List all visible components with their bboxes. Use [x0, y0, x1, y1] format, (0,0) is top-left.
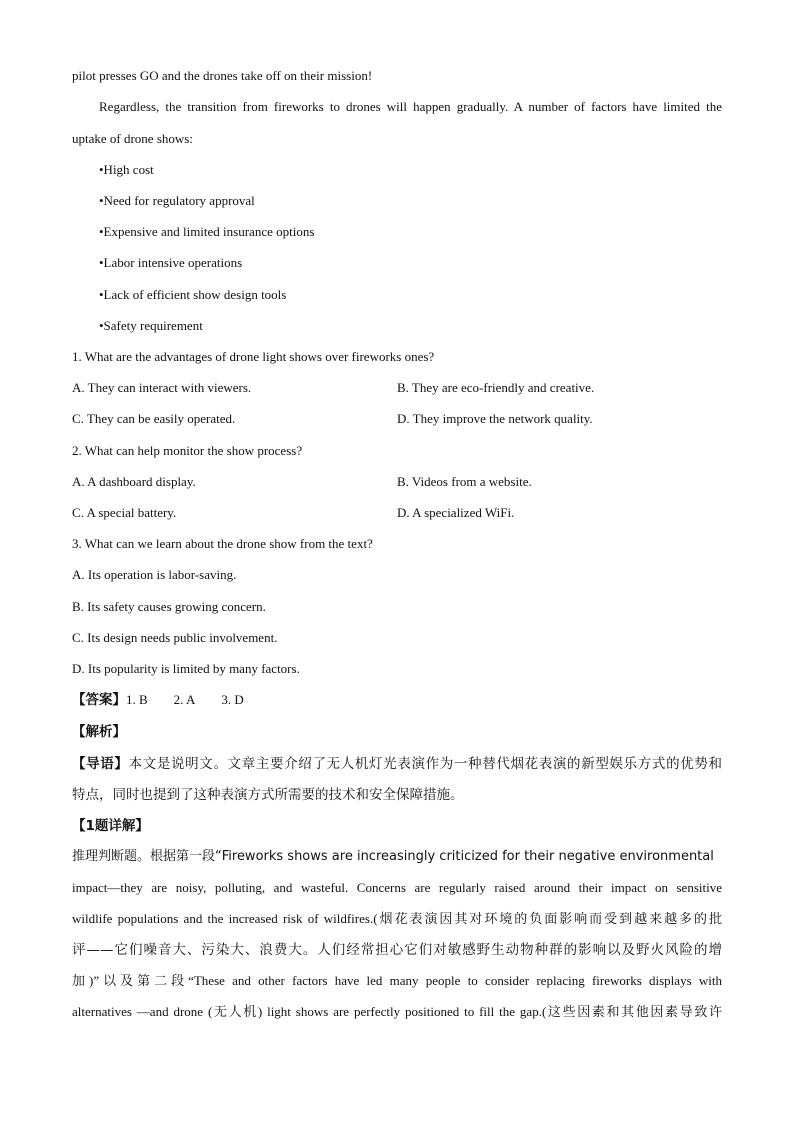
question-option: B. Its safety causes growing concern.: [72, 599, 266, 614]
question-option: A. They can interact with viewers.: [72, 380, 252, 395]
question-option: D. They improve the network quality.: [397, 411, 593, 426]
detail-line: 评——它们噪音大、污染大、浪费大。人们经常担心它们对敏感野生动物种群的影响以及野火风险的增: [72, 942, 722, 958]
question-option: C. A special battery.: [72, 505, 177, 520]
detail-line: alternatives —and drone (无人机) light shows are perfectly positioned to fill the gap.(这些因素和其他因素导致许: [72, 1004, 722, 1019]
guide-label: 【导语】: [72, 756, 129, 772]
detail-line: wildlife populations and the increased risk of wildfires.(烟花表演因其对环境的负面影响而受到越来越多的批: [72, 911, 722, 926]
detail-line: 加)”以及第二段“These and other factors have led many people to consider replacing fireworks displays with: [72, 973, 722, 988]
detail-line: impact—they are noisy, polluting, and wasteful. Concerns are regularly raised around their impact on sensitive: [72, 880, 722, 895]
question-option: A. Its operation is labor-saving.: [72, 567, 237, 582]
question-option: D. A specialized WiFi.: [397, 505, 515, 520]
passage-line: Regardless, the transition from fireworks to drones will happen gradually. A number of factors have limited the: [99, 99, 722, 114]
answer-item: 1. B: [126, 692, 148, 707]
detail-label: 【1题详解】: [72, 818, 149, 834]
question-stem: 1. What are the advantages of drone light shows over fireworks ones?: [72, 349, 435, 364]
question-option: C. They can be easily operated.: [72, 411, 236, 426]
question-option: B. Videos from a website.: [397, 474, 532, 489]
guide-text: 本文是说明文。文章主要介绍了无人机灯光表演作为一种替代烟花表演的新型娱乐方式的优势和: [128, 756, 722, 772]
passage-line: uptake of drone shows:: [72, 131, 193, 146]
bullet-item: •Need for regulatory approval: [99, 193, 255, 208]
question-stem: 2. What can help monitor the show process?: [72, 443, 303, 458]
answer-item: 3. D: [221, 692, 244, 707]
bullet-item: •Labor intensive operations: [99, 255, 243, 270]
bullet-item: •Expensive and limited insurance options: [99, 224, 315, 239]
question-option: C. Its design needs public involvement.: [72, 630, 278, 645]
guide-line: 特点，同时也提到了这种表演方式所需要的技术和安全保障措施。: [72, 787, 464, 803]
answer-item: 2. A: [173, 692, 196, 707]
question-option: A. A dashboard display.: [72, 474, 196, 489]
question-stem: 3. What can we learn about the drone show from the text?: [72, 536, 373, 551]
analysis-label: 【解析】: [72, 724, 126, 740]
guide-line: [72, 756, 722, 772]
bullet-item: •Lack of efficient show design tools: [99, 287, 287, 302]
question-option: B. They are eco-friendly and creative.: [397, 380, 595, 395]
question-option: D. Its popularity is limited by many factors.: [72, 661, 300, 676]
answer-label: 【答案】: [72, 692, 126, 708]
detail-line: 推理判断题。根据第一段“Fireworks shows are increasingly criticized for their negative environmental: [72, 849, 714, 864]
passage-line: pilot presses GO and the drones take off on their mission!: [72, 68, 373, 83]
bullet-item: •Safety requirement: [99, 318, 203, 333]
answer-line: [72, 692, 244, 708]
bullet-item: •High cost: [99, 162, 154, 177]
